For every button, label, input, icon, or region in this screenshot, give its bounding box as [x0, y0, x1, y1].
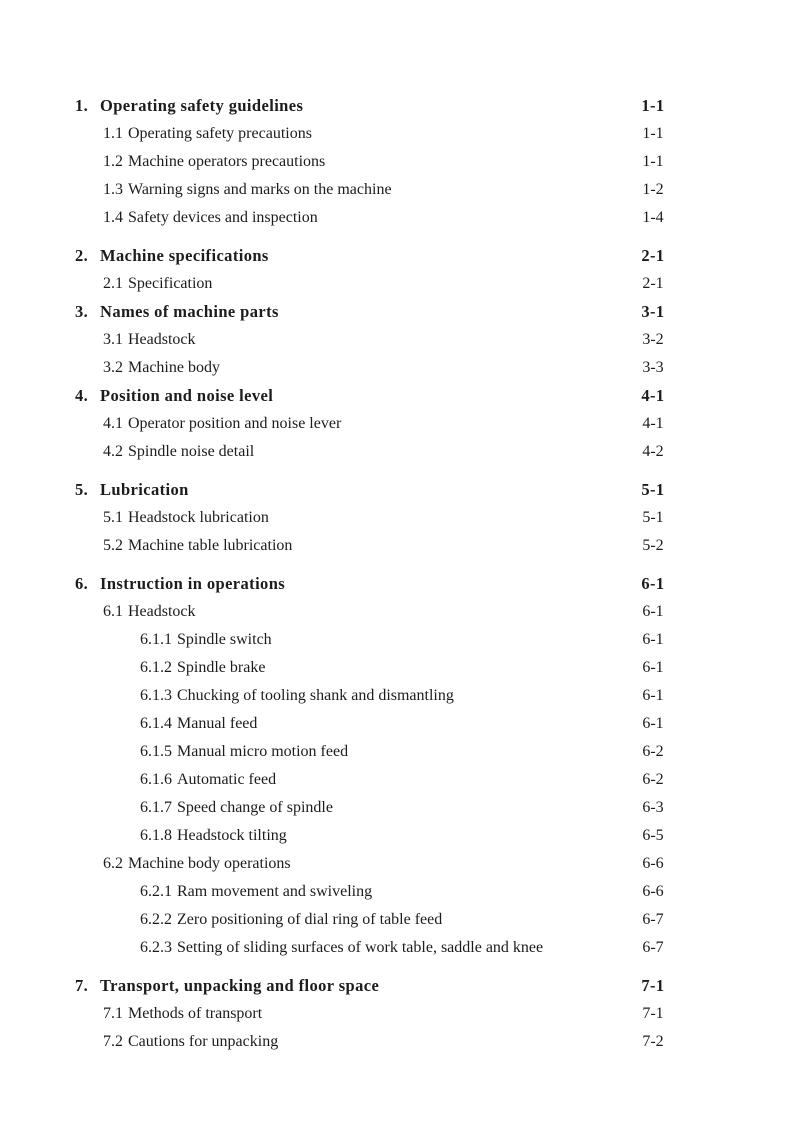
toc-entry-number: 3.: [75, 302, 89, 321]
toc-entry-page-number: 1-1: [642, 125, 664, 142]
toc-entry-title: Machine operators precautions: [128, 153, 326, 170]
toc-entry-row: [75, 878, 683, 906]
toc-entry-title: Machine body operations: [128, 855, 291, 872]
toc-entry-page-number: 4-2: [642, 443, 664, 460]
toc-entry-number: 7.: [75, 976, 89, 995]
toc-entry-page-number: 6-3: [642, 799, 664, 816]
toc-entry-title: Headstock lubrication: [128, 509, 269, 526]
toc-entry-title: Ram movement and swiveling: [177, 883, 373, 900]
toc-entry-number: 6.1.6: [140, 771, 172, 788]
toc-entry-page-number: 7-1: [642, 1005, 664, 1022]
toc-entry-number: 4.1: [103, 415, 123, 432]
toc-entry-page-number: 5-2: [642, 537, 664, 554]
toc-entry-number: 1.2: [103, 153, 123, 170]
toc-entry-row: [75, 120, 683, 148]
toc-entry-page-number: 4-1: [641, 386, 665, 405]
toc-entry-page-number: 6-7: [642, 939, 664, 956]
toc-entry-row: [75, 504, 683, 532]
toc-entry-row: [75, 438, 683, 466]
toc-entry-number: 1.1: [103, 125, 123, 142]
toc-entry-page-number: 6-1: [642, 687, 664, 704]
toc-entry-title: Cautions for unpacking: [128, 1033, 279, 1050]
toc-entry-page-number: 3-3: [642, 359, 664, 376]
toc-entry-row: [75, 934, 683, 962]
toc-entry-number: 5.1: [103, 509, 123, 526]
toc-entry-page-number: 1-2: [642, 181, 664, 198]
toc-entry-page-number: 1-1: [641, 96, 665, 115]
toc-entry-number: 1.4: [103, 209, 123, 226]
toc-entry-number: 6.1.2: [140, 659, 172, 676]
toc-entry-page-number: 1-4: [642, 209, 664, 226]
toc-entry-number: 5.2: [103, 537, 123, 554]
toc-entry-number: 6.1.8: [140, 827, 172, 844]
toc-entry-page-number: 6-7: [642, 911, 664, 928]
toc-entry-number: 6.2: [103, 855, 123, 872]
toc-entry-page-number: 5-1: [642, 509, 664, 526]
toc-entry-number: 3.2: [103, 359, 123, 376]
toc-entry-number: 4.2: [103, 443, 123, 460]
toc-section-row: [75, 298, 683, 326]
toc-entry-page-number: 6-2: [642, 771, 664, 788]
toc-entry-title: Methods of transport: [128, 1005, 263, 1022]
toc-entry-row: [75, 710, 683, 738]
toc-section-row: [75, 570, 683, 598]
toc-entry-page-number: 7-2: [642, 1033, 664, 1050]
toc-entry-number: 1.3: [103, 181, 123, 198]
toc-section-row: [75, 972, 683, 1000]
toc-entry-row: [75, 1000, 683, 1028]
toc-entry-row: [75, 766, 683, 794]
toc-entry-row: [75, 626, 683, 654]
toc-entry-title: Zero positioning of dial ring of table feed: [177, 911, 443, 928]
toc-entry-title: Manual micro motion feed: [177, 743, 349, 760]
toc-entry-title: Machine body: [128, 359, 220, 376]
toc-entry-row: [75, 654, 683, 682]
toc-entry-page-number: 1-1: [642, 153, 664, 170]
toc-entry-number: 6.2.1: [140, 883, 172, 900]
toc-entry-title: Headstock: [128, 603, 196, 620]
toc-entry-title: Specification: [128, 275, 213, 292]
toc-entry-title: Operating safety guidelines: [100, 96, 304, 115]
toc-section-row: [75, 382, 683, 410]
toc-entry-title: Position and noise level: [100, 386, 274, 405]
toc-entry-row: [75, 906, 683, 934]
toc-entry-title: Machine table lubrication: [128, 537, 293, 554]
toc-entry-number: 6.1.5: [140, 743, 172, 760]
toc-entry-row: [75, 326, 683, 354]
toc-entry-row: [75, 822, 683, 850]
toc-entry-number: 1.: [75, 96, 89, 115]
toc-entry-number: 2.: [75, 246, 89, 265]
toc-entry-title: Lubrication: [100, 480, 189, 499]
toc-entry-page-number: 6-1: [642, 659, 664, 676]
toc-entry-page-number: 6-1: [641, 574, 665, 593]
toc-entry-page-number: 5-1: [641, 480, 665, 499]
toc-entry-page-number: 6-2: [642, 743, 664, 760]
toc-entry-page-number: 6-6: [642, 855, 664, 872]
toc-entry-page-number: 6-5: [642, 827, 664, 844]
toc-entry-title: Warning signs and marks on the machine: [128, 181, 392, 198]
toc-entry-title: Operating safety precautions: [128, 125, 312, 142]
toc-entry-row: [75, 270, 683, 298]
toc-entry-page-number: 3-1: [641, 302, 665, 321]
toc-entry-title: Machine specifications: [100, 246, 269, 265]
toc-entry-number: 2.1: [103, 275, 123, 292]
toc-entry-number: 6.: [75, 574, 89, 593]
toc-entry-title: Automatic feed: [177, 771, 277, 788]
toc-entry-title: Headstock: [128, 331, 196, 348]
toc-entry-page-number: 2-1: [641, 246, 665, 265]
toc-entry-number: 6.1: [103, 603, 123, 620]
toc-entry-number: 7.2: [103, 1033, 123, 1050]
toc-entry-row: [75, 204, 683, 232]
toc-section-row: [75, 92, 683, 120]
toc-entry-title: Operator position and noise lever: [128, 415, 342, 432]
toc-entry-number: 6.1.1: [140, 631, 172, 648]
toc-entry-row: [75, 532, 683, 560]
toc-entry-title: Speed change of spindle: [177, 799, 333, 816]
toc-entry-title: Safety devices and inspection: [128, 209, 318, 226]
toc-entry-number: 6.2.2: [140, 911, 172, 928]
toc-entry-row: [75, 410, 683, 438]
toc-entry-row: [75, 354, 683, 382]
toc-entry-page-number: 6-1: [642, 631, 664, 648]
toc-section-row: [75, 476, 683, 504]
toc-entry-row: [75, 176, 683, 204]
toc-entry-page-number: 2-1: [642, 275, 664, 292]
toc-entry-title: Instruction in operations: [100, 574, 286, 593]
toc-entry-number: 6.1.7: [140, 799, 172, 816]
toc-entry-number: 6.1.4: [140, 715, 172, 732]
toc-entry-row: [75, 148, 683, 176]
toc-entry-title: Manual feed: [177, 715, 258, 732]
toc-section-row: [75, 242, 683, 270]
toc-entry-number: 6.2.3: [140, 939, 172, 956]
toc-entry-page-number: 6-6: [642, 883, 664, 900]
toc-entry-number: 5.: [75, 480, 89, 499]
toc-entry-row: [75, 682, 683, 710]
toc-entry-number: 6.1.3: [140, 687, 172, 704]
toc-entry-title: Headstock tilting: [177, 827, 287, 844]
toc-entry-title: Names of machine parts: [100, 302, 279, 321]
toc-entry-row: [75, 794, 683, 822]
toc-entry-title: Transport, unpacking and floor space: [100, 976, 380, 995]
toc-entry-page-number: 4-1: [642, 415, 664, 432]
toc-entry-page-number: 3-2: [642, 331, 664, 348]
toc-entry-row: [75, 850, 683, 878]
toc-entry-page-number: 7-1: [641, 976, 665, 995]
toc-entry-row: [75, 598, 683, 626]
toc-entry-title: Spindle noise detail: [128, 443, 255, 460]
toc-entry-title: Spindle brake: [177, 659, 266, 676]
toc-entry-page-number: 6-1: [642, 603, 664, 620]
toc-entry-number: 3.1: [103, 331, 123, 348]
toc-entry-page-number: 6-1: [642, 715, 664, 732]
toc-entry-number: 7.1: [103, 1005, 123, 1022]
toc-entry-row: [75, 1028, 683, 1056]
toc-entry-number: 4.: [75, 386, 89, 405]
toc-entry-row: [75, 738, 683, 766]
toc-entry-title: Chucking of tooling shank and dismantling: [177, 687, 454, 704]
toc-entry-title: Spindle switch: [177, 631, 272, 648]
toc-entry-title: Setting of sliding surfaces of work table, saddle and knee: [177, 939, 544, 956]
